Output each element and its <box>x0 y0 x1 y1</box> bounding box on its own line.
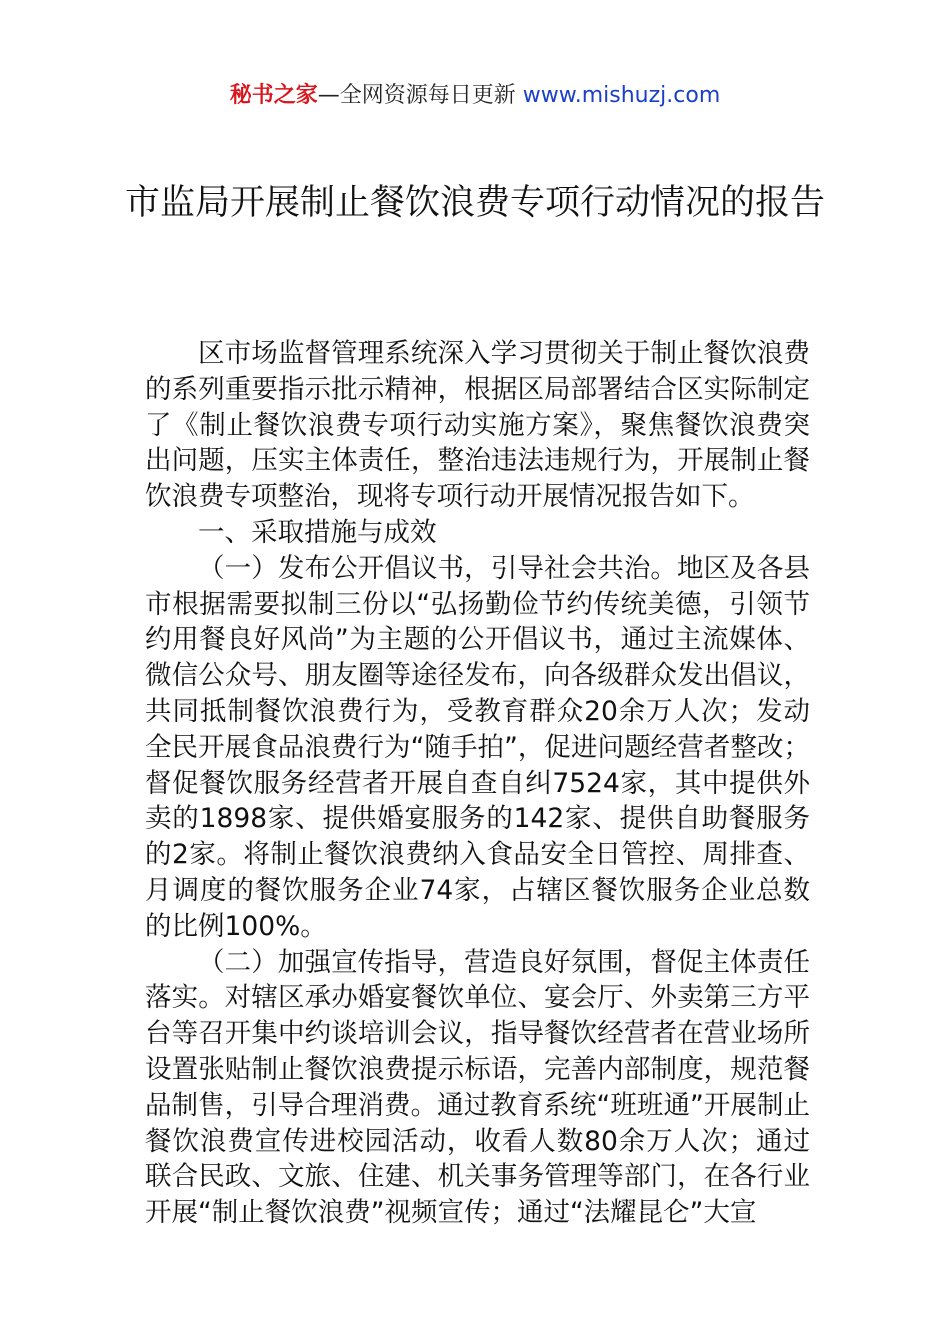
intro-paragraph: 区市场监督管理系统深入学习贯彻关于制止餐饮浪费的系列重要指示批示精神，根据区局部署结合区实际制定了《制止餐饮浪费专项行动实施方案》，聚焦餐饮浪费突出问题，压实主体责任，整治违法违规行为，开展制止餐饮浪费专项整治，现将专项行动开展情况报告如下。 <box>145 338 810 513</box>
site-tagline: —全网资源每日更新 <box>317 83 523 108</box>
section-paragraph-1: （一）发布公开倡议书，引导社会共治。地区及各县市根据需要拟制三份以“弘扬勤俭节约传统美德，引领节约用餐良好风尚”为主题的公开倡议书，通过主流媒体、微信公众号、朋友圈等途径发布，向各级群众发出倡议，共同抵制餐饮浪费行为，受教育群众20余万人次；发动全民开展食品浪费行为“随手拍”，促进问题经营者整改；督促餐饮服务经营者开展自查自纠7524家，其中提供外卖的1898家、提供婚宴服务的142家、提供自助餐服务的2家。将制止餐饮浪费纳入食品安全日管控、周排查、月调度的餐饮服务企业74家，占辖区餐饮服务企业总数的比例100%。 <box>145 552 810 942</box>
site-brand: 秘书之家 <box>229 83 318 108</box>
section-paragraph-2: （二）加强宣传指导，营造良好氛围，督促主体责任落实。对辖区承办婚宴餐饮单位、宴会厅、外卖第三方平台等召开集中约谈培训会议，指导餐饮经营者在营业场所设置张贴制止餐饮浪费提示标语，完善内部制度，规范餐品制售，引导合理消费。通过教育系统“班班通”开展制止餐饮浪费宣传进校园活动，收看人数80余万人次；通过联合民政、文旅、住建、机关事务管理等部门，在各行业开展“制止餐饮浪费”视频宣传；通过“法耀昆仑”大宣 <box>145 946 810 1229</box>
document-title: 市监局开展制止餐饮浪费专项行动情况的报告 <box>124 183 825 223</box>
site-url[interactable]: www.mishuzj.com <box>522 83 721 108</box>
document-body <box>145 336 810 1231</box>
site-header <box>0 80 950 112</box>
section-heading: 一、采取措施与成效 <box>198 516 437 548</box>
